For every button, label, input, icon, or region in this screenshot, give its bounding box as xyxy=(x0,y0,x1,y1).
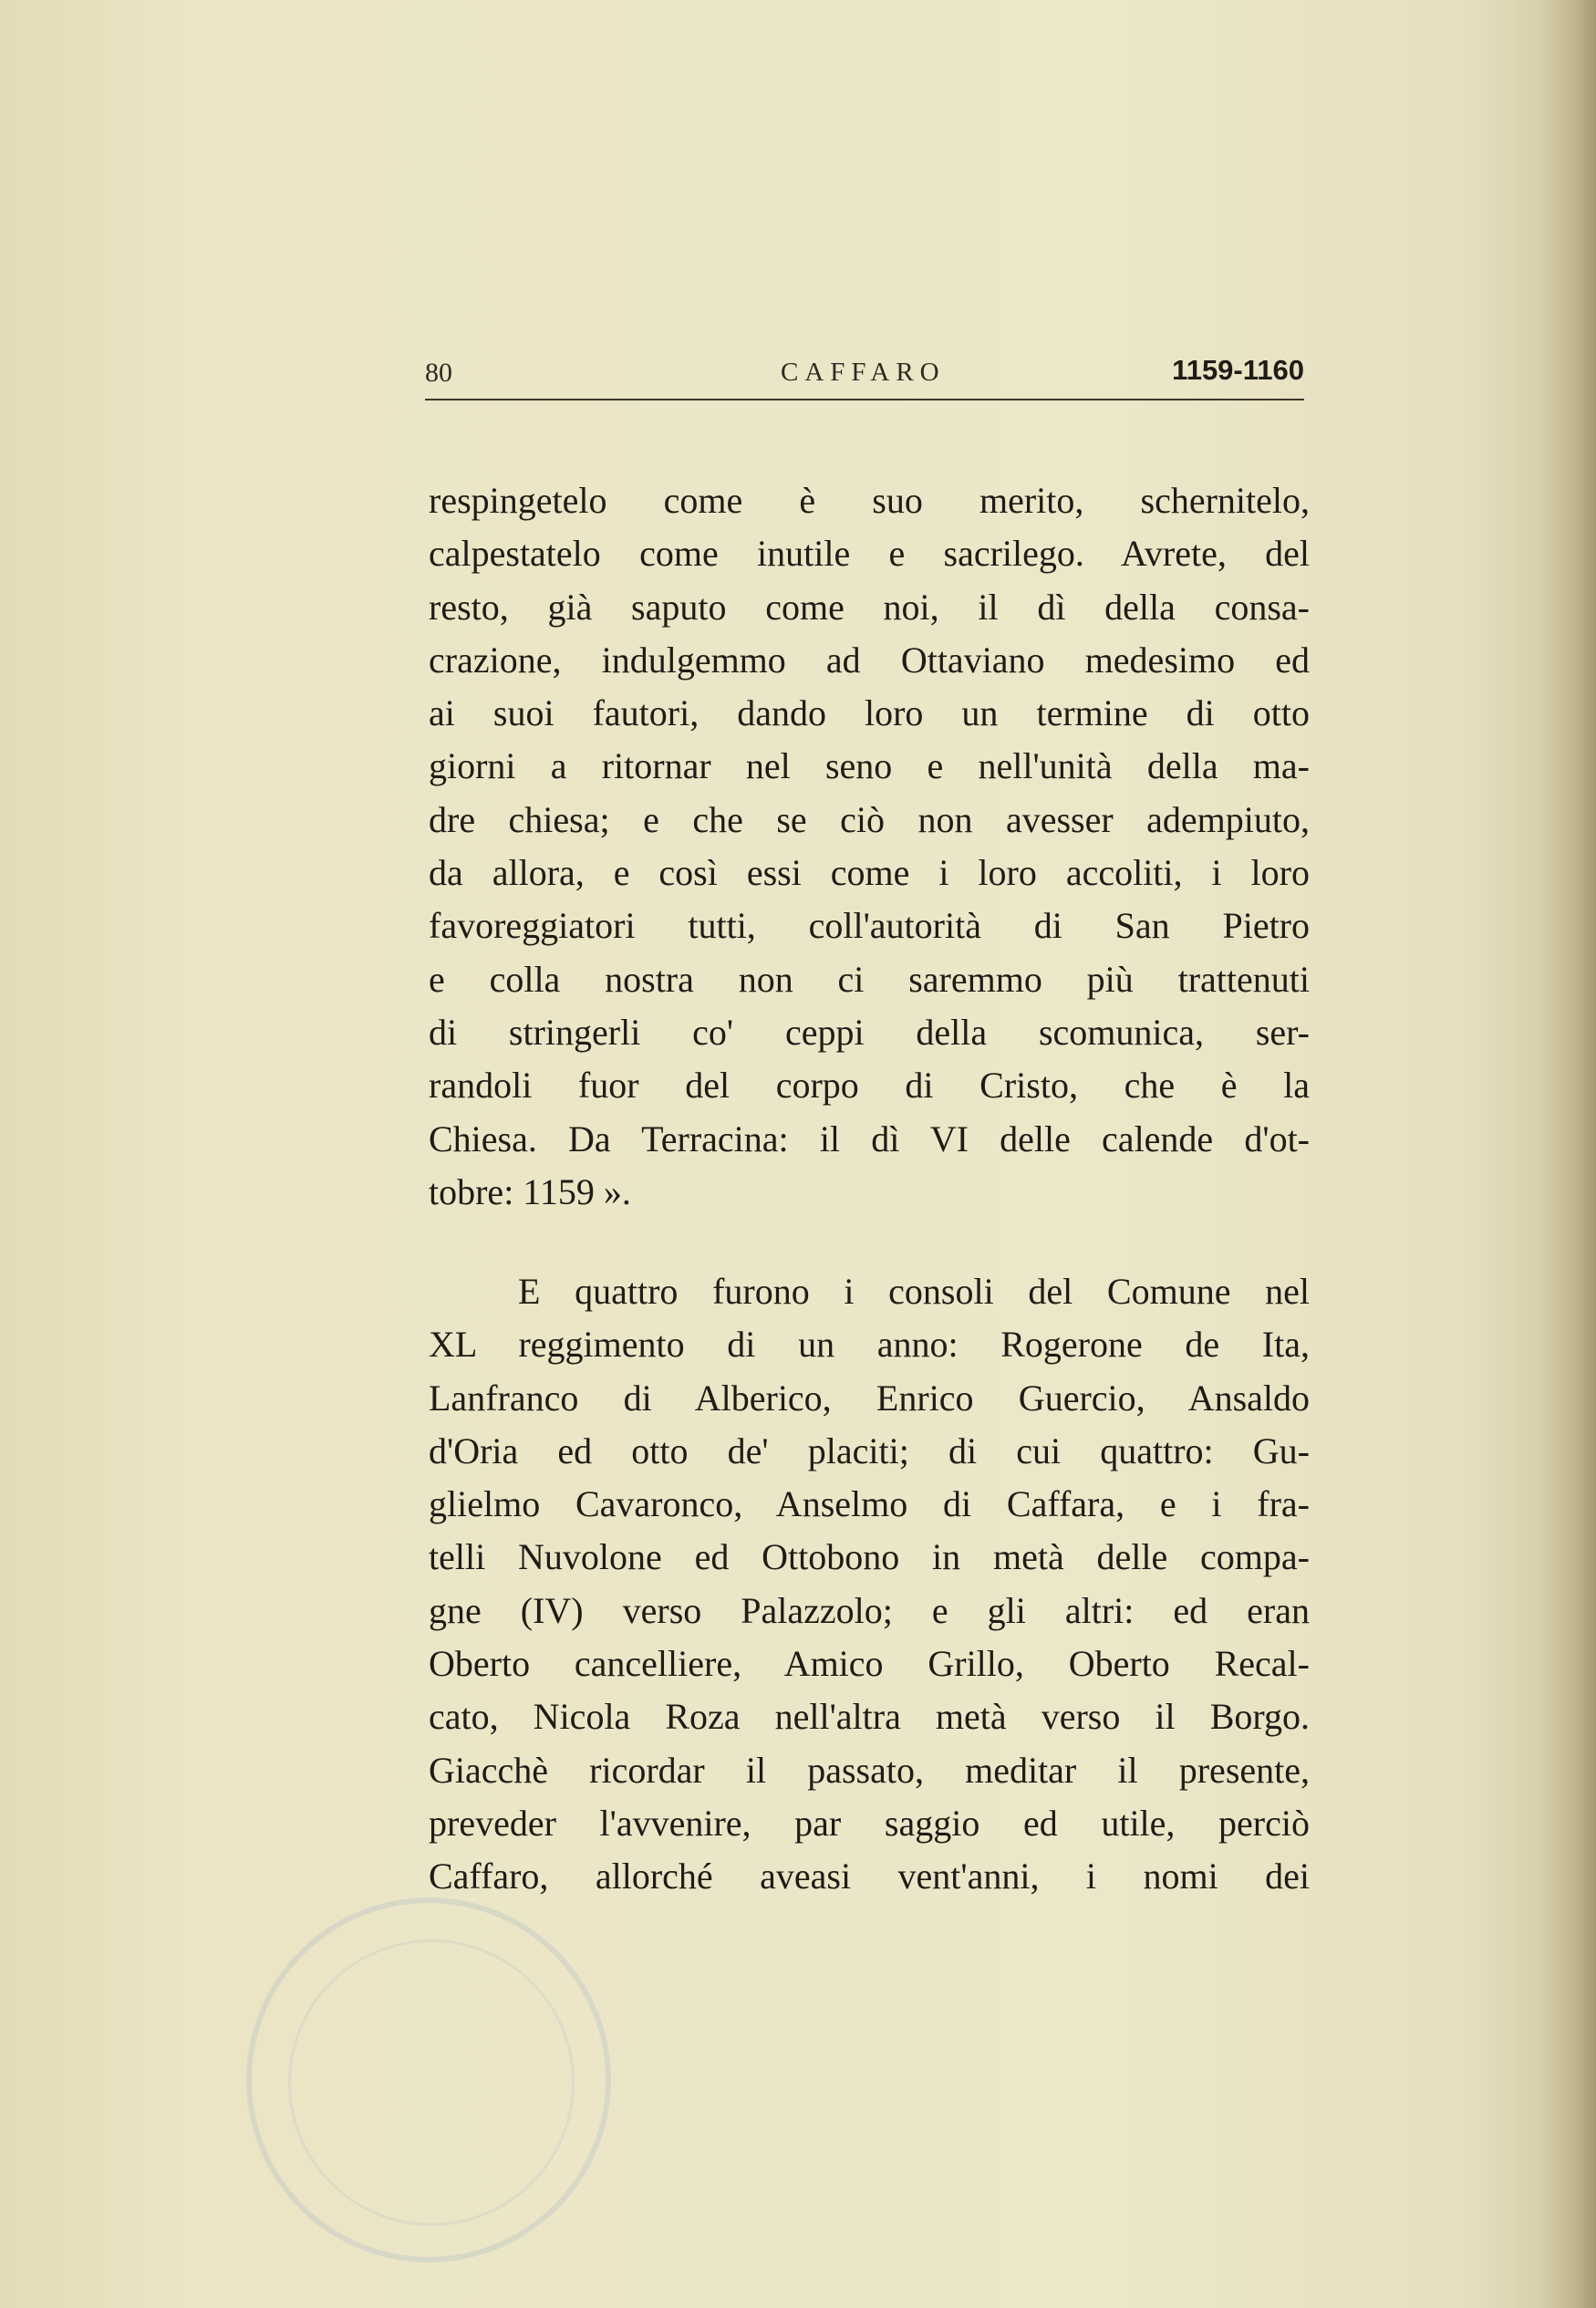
text-line: gne (IV) verso Palazzolo; e gli altri: ed eran xyxy=(429,1589,1310,1631)
text-line: tobre: 1159 ». xyxy=(429,1170,631,1212)
paragraph-1 xyxy=(429,474,1310,1219)
text-line: e colla nostra non ci saremmo più trattenuti xyxy=(429,958,1310,1000)
text-line: Giacchè ricordar il passato, meditar il presente, xyxy=(429,1749,1310,1791)
text-line: ai suoi fautori, dando loro un termine di otto xyxy=(429,692,1310,734)
text-line: d'Oria ed otto de' placiti; di cui quattro: Gu- xyxy=(429,1430,1310,1471)
text-line: di stringerli co' ceppi della scomunica, ser- xyxy=(429,1011,1310,1053)
text-line: glielmo Cavaronco, Anselmo di Caffara, e i fra- xyxy=(429,1483,1310,1525)
text-line: randoli fuor del corpo di Cristo, che è la xyxy=(429,1065,1310,1107)
text-line: Lanfranco di Alberico, Enrico Guercio, Ansaldo xyxy=(429,1377,1310,1419)
header-rule xyxy=(425,399,1304,400)
text-line: calpestatelo come inutile e sacrilego. Avrete, del xyxy=(429,533,1310,575)
page-number: 80 xyxy=(425,358,452,388)
text-line: Oberto cancelliere, Amico Grillo, Oberto Recal- xyxy=(429,1643,1310,1685)
text-line: Caffaro, allorché aveasi vent'anni, i nomi dei xyxy=(429,1856,1310,1897)
text-line: E quattro furono i consoli del Comune nel xyxy=(518,1271,1310,1312)
year-range: 1159-1160 xyxy=(1172,354,1304,386)
text-line: preveder l'avvenire, par saggio ed utile, perciò xyxy=(429,1802,1310,1844)
text-line: resto, già saputo come noi, il dì della consa- xyxy=(429,586,1310,628)
text-line: favoreggiatori tutti, coll'autorità di San Pietro xyxy=(429,905,1310,947)
text-line: giorni a ritornar nel seno e nell'unità della ma- xyxy=(429,745,1310,787)
text-line: dre chiesa; e che se ciò non avesser adempiuto, xyxy=(429,798,1310,840)
text-line: crazione, indulgemmo ad Ottaviano medesimo ed xyxy=(429,639,1310,681)
running-header xyxy=(425,354,1304,398)
text-line: cato, Nicola Roza nell'altra metà verso il Borgo. xyxy=(429,1696,1310,1738)
text-line: telli Nuvolone ed Ottobono in metà delle compa- xyxy=(429,1536,1310,1578)
paragraph-2 xyxy=(429,1265,1310,1904)
text-line: Chiesa. Da Terracina: il dì VI delle calende d'ot- xyxy=(429,1118,1310,1159)
library-stamp-inner-ring xyxy=(288,1939,575,2226)
text-line: da allora, e così essi come i loro accoliti, i loro xyxy=(429,852,1310,894)
running-title: CAFFARO xyxy=(781,358,946,387)
text-line: respingetelo come è suo merito, schernitelo, xyxy=(429,480,1310,521)
text-line: XL reggimento di un anno: Rogerone de Ita, xyxy=(429,1324,1310,1366)
library-stamp-faded xyxy=(246,1897,611,2262)
page-edge-shadow xyxy=(1541,0,1596,2308)
